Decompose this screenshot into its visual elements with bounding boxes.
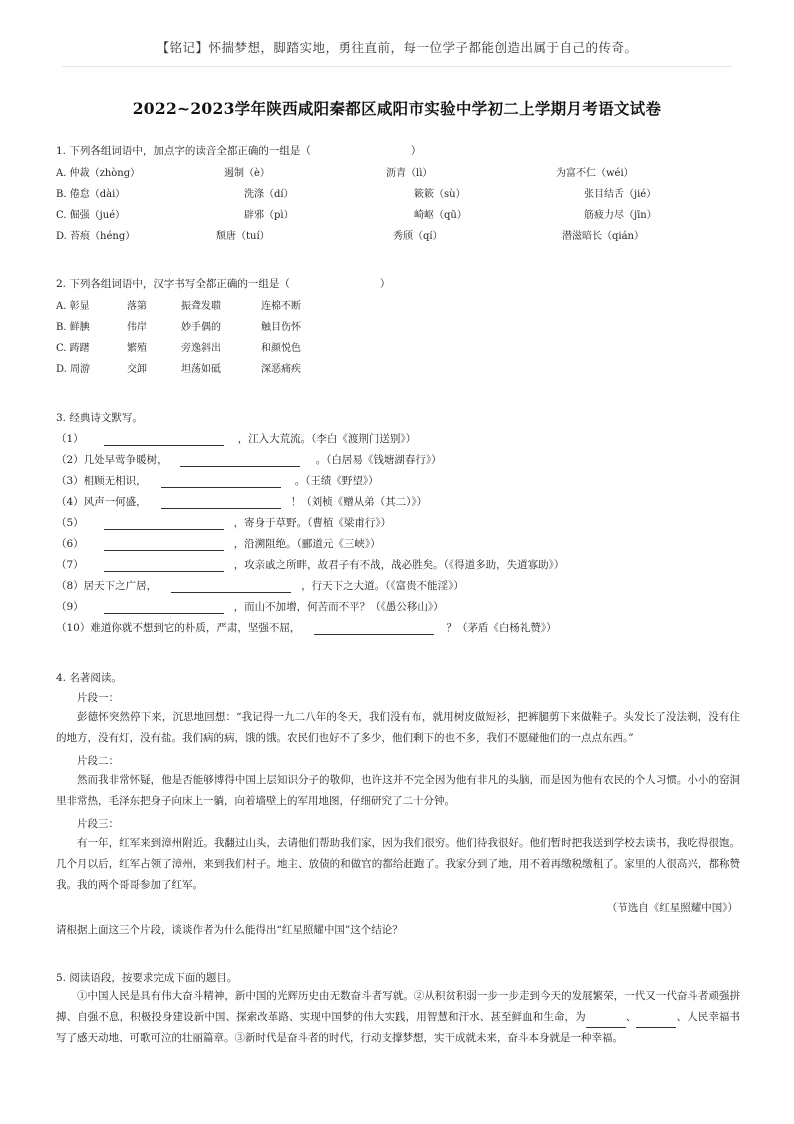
q2-option-d-word3: 坦荡如砥 [181,364,221,375]
q3-line-2: （2）几处早莺争暖树， 。（白居易《钱塘湖春行》） [56,454,442,466]
q2-stem: 2. 下列各组词语中，汉字书写全都正确的一组是（ ） [56,278,391,290]
q3-line-1: （1） ，江入大荒流。（李白《渡荆门送别》） [56,433,417,445]
q3-line-9: （9） ，而山不加增，何苦而不平？（《愚公移山》） [56,601,444,613]
q3-line-3: （3）相顾无相识， 。（王绩《野望》） [56,475,379,487]
answer-blank[interactable] [161,496,281,509]
q4-fragment3-text: 有一年，红军来到漳州附近。我翻过山头，去请他们帮助我们家，因为我们很穷。他们待我很好。他们暂时把我送到学校去读书，我吃得很饱。几个月以后，红军占领了漳州，来到我们村子。地主、放债的和做官的都给赶跑了。我家分到了地，用不着再缴税缴租了。家里的人很高兴，都称赞我。我的两个哥哥参加了红军。 [56,837,740,891]
answer-blank[interactable] [161,475,281,488]
q4-fragment2-label: 片段二： [77,755,119,767]
q1-option-b-word4: 张目结舌（jié） [584,189,657,200]
q2-option-d-word2: 交卸 [127,364,147,375]
answer-blank[interactable] [104,433,224,446]
q1-option-c-word3: 崎岖（qū） [414,210,467,221]
q3-line-8: （8）居天下之广居， ，行天下之大道。（《富贵不能淫》） [56,580,464,592]
motto-banner: 【铭记】怀揣梦想，脚踏实地，勇往直前，每一位学子都能创造出属于自己的传奇。 [156,40,638,55]
q5-passage: ①中国人民是具有伟大奋斗精神，新中国的光辉历史由无数奋斗者写就。②从积贫积弱一步一步走到今天的发展繁荣，一代又一代奋斗者顽强拼搏、自强不息，积极投身建设新中国、探索改革路、实现中国梦的伟大实践，用智慧和汗水、甚至鲜血和生命，为 、 、人民幸福书写了感天动地、可歌可泣的壮丽篇章。③新时代是奋斗者的时代，行动支撑梦想，实干成就未来，奋斗本身就是一种幸福。 [56,990,741,1044]
answer-blank[interactable] [636,1015,676,1028]
answer-blank[interactable] [104,601,224,614]
q1-option-b-word2: 洗涤（dí） [244,189,294,200]
q1-option-a-word2: 遏制（è） [224,168,270,179]
q2-option-b-word3: 妙手偶的 [181,322,221,333]
q1-stem: 1. 下列各组词语中，加点字的读音全都正确的一组是（ ） [56,145,422,157]
q3-line-5: （5） ，寄身于草野。（曹植《梁甫行》） [56,517,392,529]
q3-line-4: （4）风声一何盛， ！（刘桢《赠从弟（其二）》） [56,496,428,508]
q1-option-d: D. 苔痕（héng） [56,231,136,242]
q2-option-b-word4: 触目伤怀 [261,322,301,333]
q4-fragment1-label: 片段一： [77,692,119,704]
q2-option-c: C. 踌躇 [56,343,90,354]
q3-line-7: （7） ，攻亲戚之所畔，故君子有不战，战必胜矣。（《得道多助，失道寡助》） [56,559,565,571]
q3-line-6: （6） ，沿溯阻绝。（郦道元《三峡》） [56,538,381,550]
q4-fragment1-text: 彭德怀突然停下来，沉思地回想：“我记得一九二八年的冬天，我们没有布，就用树皮做短衫，把裤腿剪下来做鞋子。头发长了没法剃，没有住的地方，没有灯，没有盐。我们病的病，饿的饿。农民们也好不了多少，他们剩下的也不多，我们不愿碰他们的一点点东西。” [56,711,740,744]
q5-stem: 5. 阅读语段，按要求完成下面的题目。 [56,972,238,984]
q2-option-d: D. 周游 [56,364,91,375]
q1-option-c-word4: 筋疲力尽（jīn） [584,210,657,221]
q3-stem: 3. 经典诗文默写。 [56,412,143,424]
q2-option-a-word2: 落第 [127,301,147,312]
answer-blank[interactable] [104,559,224,572]
q2-option-c-word2: 繁殖 [127,343,147,354]
q1-option-a-word3: 沥青（lì） [386,168,433,179]
answer-blank[interactable] [180,454,300,467]
answer-blank[interactable] [314,622,434,635]
q1-option-b-word3: 簌簌（sù） [414,189,466,200]
header-divider [62,66,732,67]
q1-option-b: B. 倦怠（dài） [56,189,126,200]
answer-blank[interactable] [104,517,224,530]
q1-option-c: C. 倔强（jué） [56,210,126,221]
answer-blank[interactable] [171,580,291,593]
q4-question: 请根据上面这三个片段，谈谈作者为什么能得出“红星照耀中国”这个结论？ [56,924,403,936]
answer-blank[interactable] [104,538,224,551]
q1-option-d-word4: 潜滋暗长（qián） [562,231,645,242]
q1-option-a: A. 仲裁（zhòng） [56,168,141,179]
q2-option-a-word3: 振聋发聩 [181,301,221,312]
q3-line-10: （10）难道你就不想到它的朴质，严肃，坚强不屈， ？（茅盾《白杨礼赞》） [56,622,557,634]
answer-blank[interactable] [586,1015,626,1028]
q2-option-c-word3: 旁逸斜出 [181,343,221,354]
q1-option-d-word2: 颓唐（tuí） [216,231,270,242]
q2-option-b: B. 鲜腆 [56,322,90,333]
q1-option-d-word3: 秀颀（qí） [393,231,443,242]
q1-option-c-word2: 辟邪（pì） [244,210,294,221]
q4-stem: 4. 名著阅读。 [56,672,122,684]
q4-source: （节选自《红星照耀中国》） [606,902,738,914]
q1-option-a-word4: 为富不仁（wéi） [556,168,634,179]
q2-option-b-word2: 伟岸 [127,322,147,333]
q2-option-d-word4: 深恶痛疾 [261,364,301,375]
q2-option-a-word4: 连棉不断 [261,301,301,312]
q4-fragment2-text: 然而我非常怀疑，他是否能够博得中国上层知识分子的敬仰，也许这并不完全因为他有非凡的头脑，而是因为他有农民的个人习惯。小小的窑洞里非常热，毛泽东把身子向床上一躺，向着墙壁上的军用地图，仔细研究了二十分钟。 [56,774,740,807]
q4-fragment3-label: 片段三： [77,818,119,830]
q2-option-a: A. 彰显 [56,301,90,312]
exam-title: 2022~2023学年陕西咸阳秦都区咸阳市实验中学初二上学期月考语文试卷 [132,99,662,118]
q2-option-c-word4: 和颜悦色 [261,343,301,354]
